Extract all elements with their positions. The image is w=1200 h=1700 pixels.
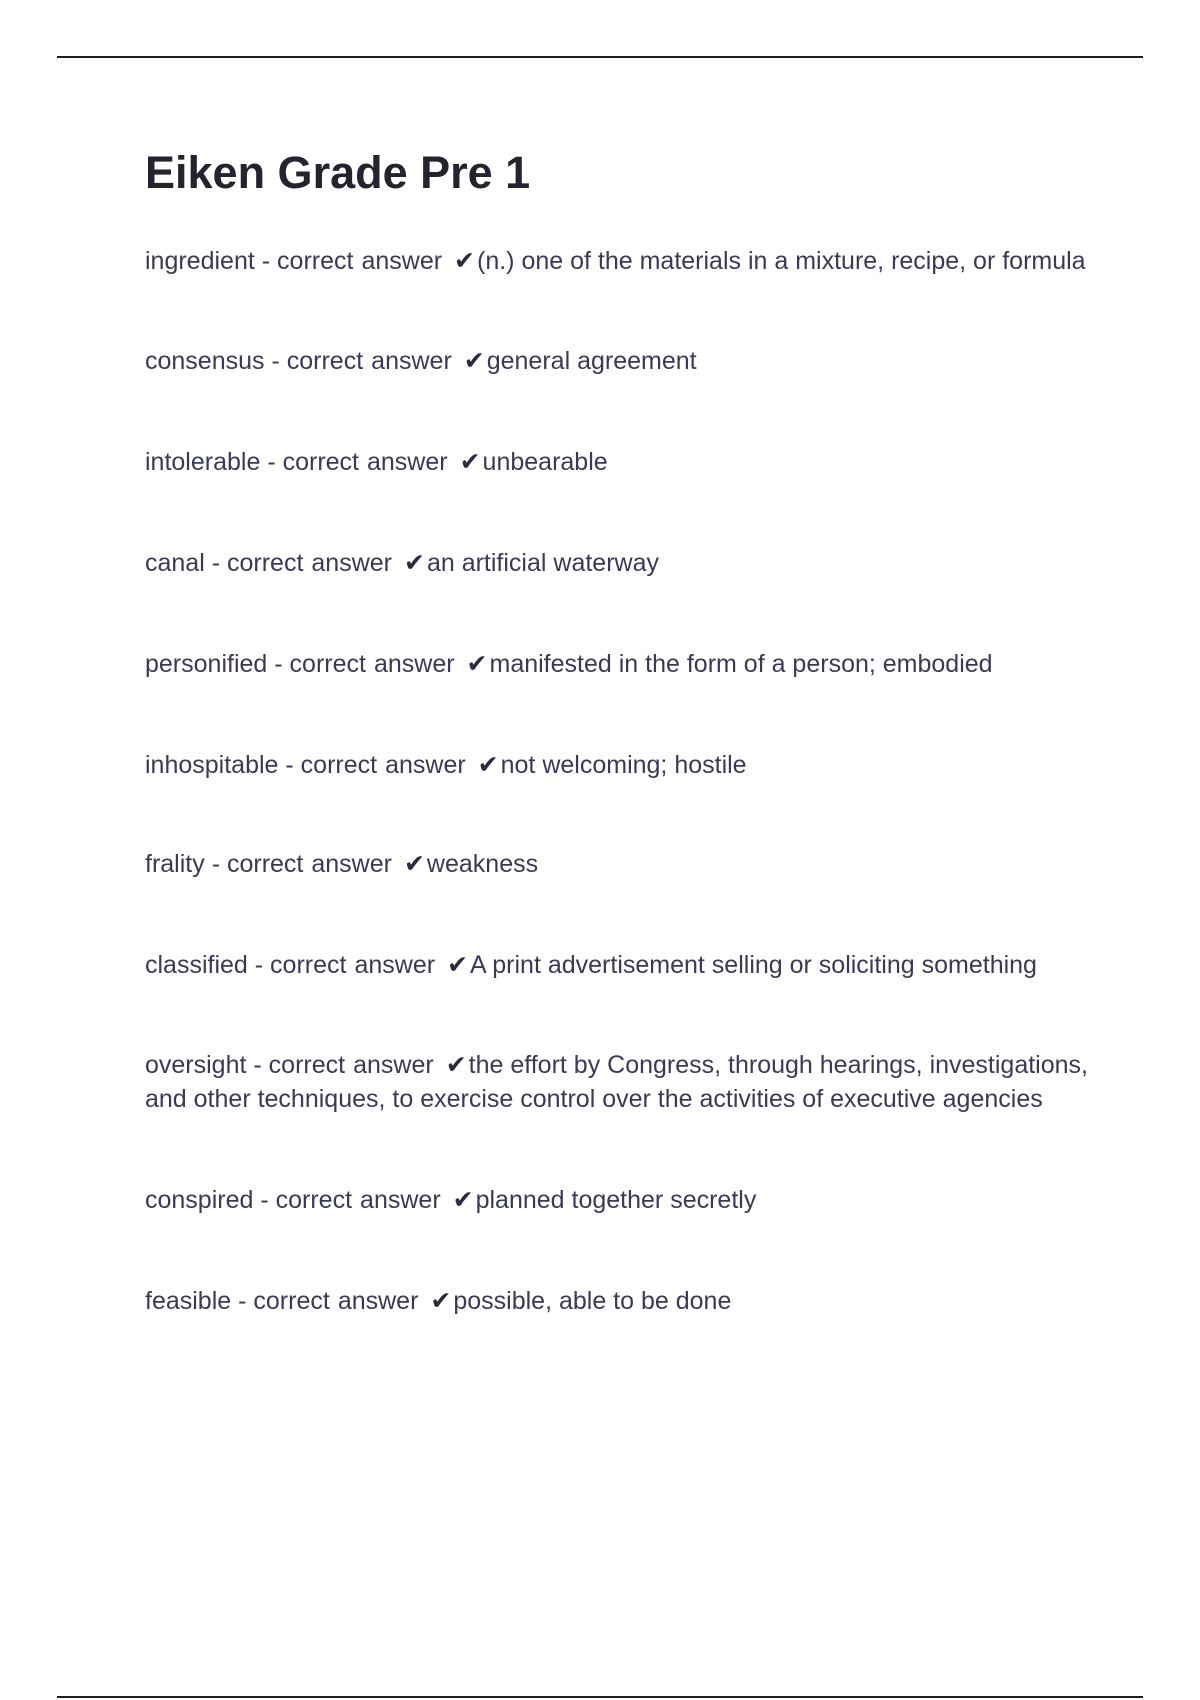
entry-definition: planned together secretly (475, 1186, 757, 1214)
entry-definition: the effort by Congress, through hearings, investigations, and other techniques, to exercise control over the activities of executive agencies (145, 1051, 1088, 1113)
entry-definition: (n.) one of the materials in a mixture, recipe, or formula (477, 247, 1086, 275)
check-icon: ✔ (452, 1186, 474, 1214)
flashcard-entry (145, 948, 1090, 982)
entry-label: - correct (260, 1186, 353, 1214)
entry-label: - correct (274, 650, 366, 678)
entry-label: - correct (254, 951, 347, 979)
entry-term: consensus (145, 347, 265, 375)
entry-definition: manifested in the form of a person; embodied (489, 650, 993, 678)
entry-label: - correct (261, 247, 354, 275)
entry-answer-label: answer (353, 1051, 434, 1079)
entry-term: feasible (145, 1287, 232, 1315)
check-icon: ✔ (466, 650, 488, 678)
flashcard-entry (145, 1284, 1090, 1318)
entry-label: - correct (253, 1051, 346, 1079)
check-icon: ✔ (404, 549, 425, 577)
entry-answer-label: answer (385, 751, 466, 779)
flashcard-entry (145, 244, 1090, 278)
flashcard-entry (145, 445, 1090, 479)
flashcard-entry (145, 1183, 1090, 1217)
flashcard-entry (145, 1048, 1090, 1116)
entry-answer-label: answer (367, 448, 448, 476)
entry-term: personified (145, 650, 268, 678)
entry-label: - correct (238, 1287, 330, 1315)
flashcard-entry (145, 647, 1090, 681)
flashcard-list (145, 244, 1090, 1318)
entry-label: - correct (211, 549, 304, 577)
flashcard-entry (145, 344, 1090, 378)
entry-label: - correct (285, 751, 378, 779)
entry-term: oversight (145, 1051, 247, 1079)
entry-definition: unbearable (482, 448, 608, 476)
entry-label: - correct (271, 347, 364, 375)
entry-definition: general agreement (486, 347, 697, 375)
entry-definition: an artificial waterway (426, 549, 659, 577)
bottom-rule (57, 1696, 1143, 1698)
check-icon: ✔ (459, 448, 481, 476)
flashcard-entry (145, 748, 1090, 782)
entry-term: canal (145, 549, 205, 577)
check-icon: ✔ (445, 1051, 467, 1079)
top-rule (57, 56, 1143, 58)
entry-term: intolerable (145, 448, 261, 476)
entry-term: inhospitable (145, 751, 279, 779)
entry-answer-label: answer (337, 1287, 419, 1315)
entry-definition: possible, able to be done (453, 1287, 732, 1315)
entry-answer-label: answer (311, 549, 392, 577)
flashcard-entry (145, 546, 1090, 580)
entry-definition: A print advertisement selling or soliciting something (470, 951, 1037, 979)
entry-term: ingredient (145, 247, 255, 275)
entry-label: - correct (267, 448, 359, 476)
document-body (145, 146, 1090, 1318)
entry-label: - correct (211, 850, 304, 878)
check-icon: ✔ (454, 247, 475, 275)
check-icon: ✔ (430, 1287, 452, 1315)
check-icon: ✔ (463, 347, 485, 375)
entry-answer-label: answer (354, 951, 436, 979)
entry-term: conspired (145, 1186, 254, 1214)
check-icon: ✔ (447, 951, 469, 979)
entry-answer-label: answer (360, 1186, 441, 1214)
flashcard-entry (145, 847, 1090, 881)
entry-definition: weakness (426, 850, 539, 878)
entry-term: frality (145, 850, 205, 878)
entry-answer-label: answer (361, 247, 443, 275)
entry-term: classified (145, 951, 248, 979)
entry-answer-label: answer (311, 850, 392, 878)
entry-answer-label: answer (371, 347, 452, 375)
check-icon: ✔ (477, 751, 499, 779)
entry-answer-label: answer (373, 650, 455, 678)
check-icon: ✔ (403, 850, 425, 878)
entry-definition: not welcoming; hostile (500, 751, 747, 779)
document-title: Eiken Grade Pre 1 (145, 147, 531, 198)
